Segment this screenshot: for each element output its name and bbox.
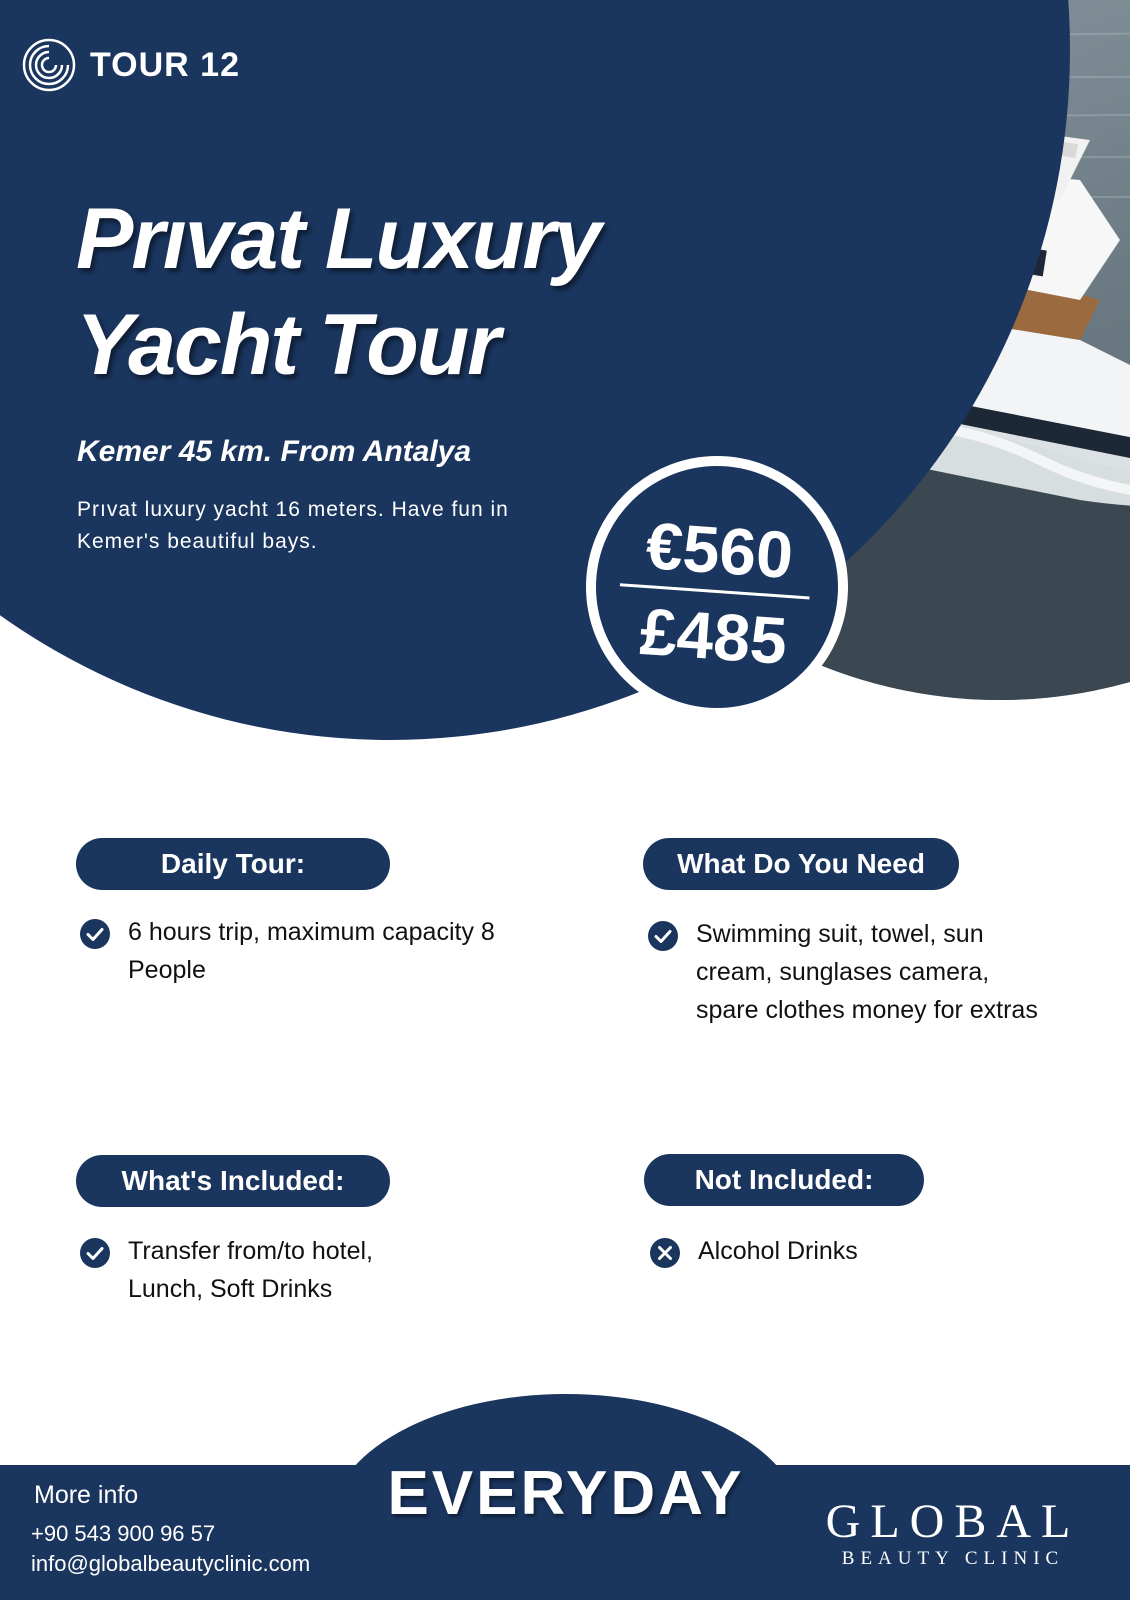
list-item	[80, 913, 560, 989]
price-eur: €560	[643, 508, 796, 593]
what-you-need-label: What Do You Need	[643, 838, 959, 890]
check-circle-icon	[80, 919, 110, 949]
more-info-label: More info	[34, 1481, 139, 1509]
page-title	[76, 186, 696, 398]
global-brand-logo: GLOBAL	[825, 1495, 1081, 1548]
list-item	[650, 1232, 1030, 1270]
check-circle-icon	[648, 921, 678, 951]
list-item	[648, 915, 1048, 1029]
price-gbp: £485	[637, 593, 790, 678]
price-badge	[586, 456, 848, 718]
included-item: Transfer from/to hotel, Lunch, Soft Drinks	[128, 1237, 373, 1303]
check-circle-icon	[80, 1238, 110, 1268]
everyday-heading: EVERYDAY	[387, 1459, 745, 1528]
daily-tour-item: 6 hours trip, maximum capacity 8 People	[128, 918, 495, 984]
included-label: What's Included:	[76, 1155, 390, 1207]
daily-tour-label: Daily Tour:	[76, 838, 390, 890]
not-included-label: Not Included:	[644, 1154, 924, 1206]
email-address[interactable]: info@globalbeautyclinic.com	[31, 1551, 311, 1576]
what-you-need-item: Swimming suit, towel, sun cream, sunglases camera, spare clothes money for extras	[696, 920, 1038, 1024]
brand-logo	[22, 38, 240, 92]
concentric-circles-icon	[22, 38, 76, 92]
x-circle-icon	[650, 1238, 680, 1268]
phone-number[interactable]: +90 543 900 96 57	[31, 1521, 216, 1546]
not-included-item: Alcohol Drinks	[698, 1237, 858, 1265]
logo-text: TOUR 12	[90, 45, 240, 84]
description: Prıvat luxury yacht 16 meters. Have fun in Kemer's beautiful bays.	[77, 498, 509, 553]
subtitle: Kemer 45 km. From Antalya	[77, 435, 472, 468]
beauty-clinic-text: BEAUTY CLINIC	[841, 1548, 1065, 1569]
list-item	[80, 1232, 420, 1308]
title-line-1: Prıvat Luxury	[76, 191, 600, 287]
title-line-2: Yacht Tour	[76, 297, 499, 393]
